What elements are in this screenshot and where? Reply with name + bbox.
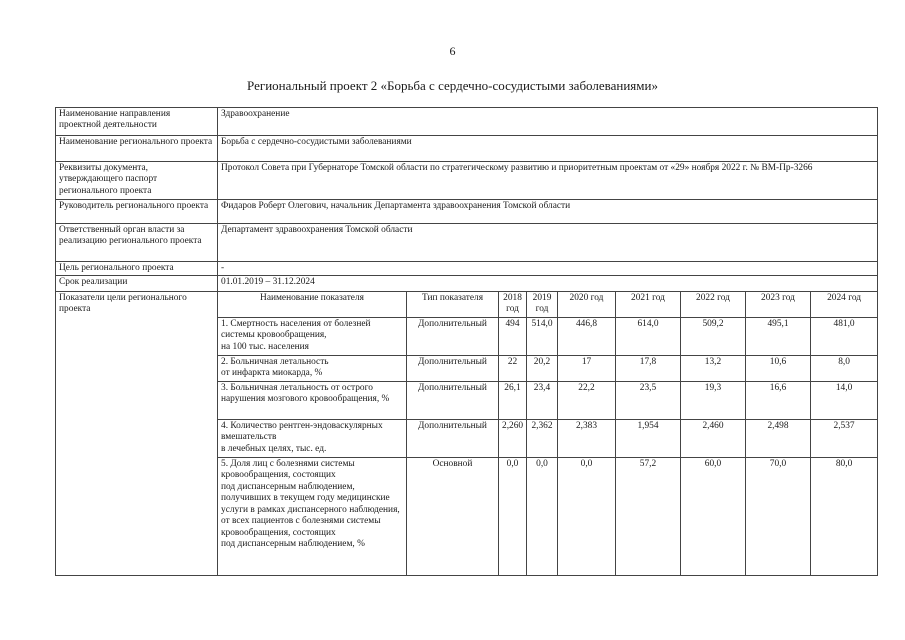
info-value: Борьба с сердечно-сосудистыми заболеваниями	[218, 136, 878, 162]
indicator-value: 495,1	[746, 318, 811, 356]
indicator-value: 1,954	[616, 420, 681, 458]
header-year: 2019 год	[527, 292, 558, 318]
indicator-value: 8,0	[811, 356, 878, 382]
info-row	[56, 276, 878, 292]
info-row	[56, 162, 878, 200]
info-row	[56, 108, 878, 136]
indicator-name-line: под диспансерным наблюдением, получивших в текущем году медицинские услуги в рамках диспансерного наблюдения, от всех пациентов с болезнями системы кровообращения, состоящих	[221, 481, 400, 538]
header-year: 2024 год	[811, 292, 878, 318]
info-label: Наименование регионального проекта	[56, 136, 218, 162]
header-year: 2021 год	[616, 292, 681, 318]
info-label: Реквизиты документа, утверждающего паспорт регионального проекта	[56, 162, 218, 200]
indicator-value: 509,2	[681, 318, 746, 356]
indicator-value: 23,4	[527, 382, 558, 420]
indicator-name-line: 4. Количество рентген-эндоваскулярных вмешательств	[221, 421, 383, 443]
header-indicator-type: Тип показателя	[407, 292, 499, 318]
indicator-type: Дополнительный	[407, 420, 499, 458]
info-label: Руководитель регионального проекта	[56, 200, 218, 224]
indicator-name-line: 3. Больничная летальность от острого нарушения мозгового кровообращения, %	[221, 383, 390, 405]
info-label: Срок реализации	[56, 276, 218, 292]
indicator-value: 2,460	[681, 420, 746, 458]
indicator-name-line: 1. Смертность населения от болезней системы кровообращения,	[221, 319, 371, 341]
indicator-value: 0,0	[527, 458, 558, 576]
indicator-value: 22	[499, 356, 527, 382]
indicator-value: 19,3	[681, 382, 746, 420]
indicator-value: 14,0	[811, 382, 878, 420]
info-row	[56, 262, 878, 276]
indicator-value: 17	[558, 356, 616, 382]
info-value: Здравоохранение	[218, 108, 878, 136]
indicators-section-label: Показатели цели регионального проекта	[56, 292, 218, 576]
indicator-value: 2,498	[746, 420, 811, 458]
document-title: Региональный проект 2 «Борьба с сердечно-сосудистыми заболеваниями»	[247, 78, 658, 93]
header-year: 2023 год	[746, 292, 811, 318]
indicator-name	[218, 318, 407, 356]
header-year: 2018 год	[499, 292, 527, 318]
indicator-value: 13,2	[681, 356, 746, 382]
info-label: Цель регионального проекта	[56, 262, 218, 276]
info-value: Протокол Совета при Губернаторе Томской области по стратегическому развитию и приоритетным проектам от «29» ноября 2022 г. № ВМ-Пр-3266	[218, 162, 878, 200]
indicator-value: 10,6	[746, 356, 811, 382]
indicator-value: 0,0	[558, 458, 616, 576]
indicator-value: 2,383	[558, 420, 616, 458]
indicator-name	[218, 356, 407, 382]
project-passport-table	[55, 107, 878, 576]
indicator-name-line: под диспансерным наблюдением, %	[221, 539, 365, 550]
indicator-name	[218, 382, 407, 420]
indicator-value: 0,0	[499, 458, 527, 576]
info-label: Ответственный орган власти за реализацию регионального проекта	[56, 224, 218, 262]
indicator-type: Дополнительный	[407, 318, 499, 356]
indicator-value: 494	[499, 318, 527, 356]
indicator-value: 17,8	[616, 356, 681, 382]
indicator-value: 23,5	[616, 382, 681, 420]
indicator-name	[218, 458, 407, 576]
header-year: 2022 год	[681, 292, 746, 318]
indicator-type: Дополнительный	[407, 356, 499, 382]
info-row	[56, 224, 878, 262]
indicator-name	[218, 420, 407, 458]
info-row	[56, 136, 878, 162]
indicator-value: 80,0	[811, 458, 878, 576]
indicator-name-line: в лечебных целях, тыс. ед.	[221, 443, 327, 454]
info-row	[56, 200, 878, 224]
indicator-value: 70,0	[746, 458, 811, 576]
page-number: 6	[449, 44, 456, 58]
indicator-value: 20,2	[527, 356, 558, 382]
info-value: Фидаров Роберт Олегович, начальник Департамента здравоохранения Томской области	[218, 200, 878, 224]
indicator-value: 481,0	[811, 318, 878, 356]
indicator-type: Основной	[407, 458, 499, 576]
info-value: -	[218, 262, 878, 276]
indicator-value: 60,0	[681, 458, 746, 576]
indicator-value: 22,2	[558, 382, 616, 420]
indicator-value: 57,2	[616, 458, 681, 576]
info-value: Департамент здравоохранения Томской области	[218, 224, 878, 262]
indicator-name-line: на 100 тыс. населения	[221, 341, 309, 352]
indicator-value: 2,260	[499, 420, 527, 458]
header-indicator-name: Наименование показателя	[218, 292, 407, 318]
header-year: 2020 год	[558, 292, 616, 318]
indicator-name-line: от инфаркта миокарда, %	[221, 368, 323, 379]
indicator-name-line: 5. Доля лиц с болезнями системы кровообращения, состоящих	[221, 459, 355, 481]
indicator-type: Дополнительный	[407, 382, 499, 420]
info-value: 01.01.2019 – 31.12.2024	[218, 276, 878, 292]
indicator-value: 2,362	[527, 420, 558, 458]
indicator-value: 2,537	[811, 420, 878, 458]
info-label: Наименование направления проектной деятельности	[56, 108, 218, 136]
indicator-value: 446,8	[558, 318, 616, 356]
indicator-value: 26,1	[499, 382, 527, 420]
indicators-header-row	[56, 292, 878, 318]
indicator-name-line: 2. Больничная летальность	[221, 357, 329, 367]
indicator-value: 514,0	[527, 318, 558, 356]
indicator-value: 16,6	[746, 382, 811, 420]
indicator-value: 614,0	[616, 318, 681, 356]
